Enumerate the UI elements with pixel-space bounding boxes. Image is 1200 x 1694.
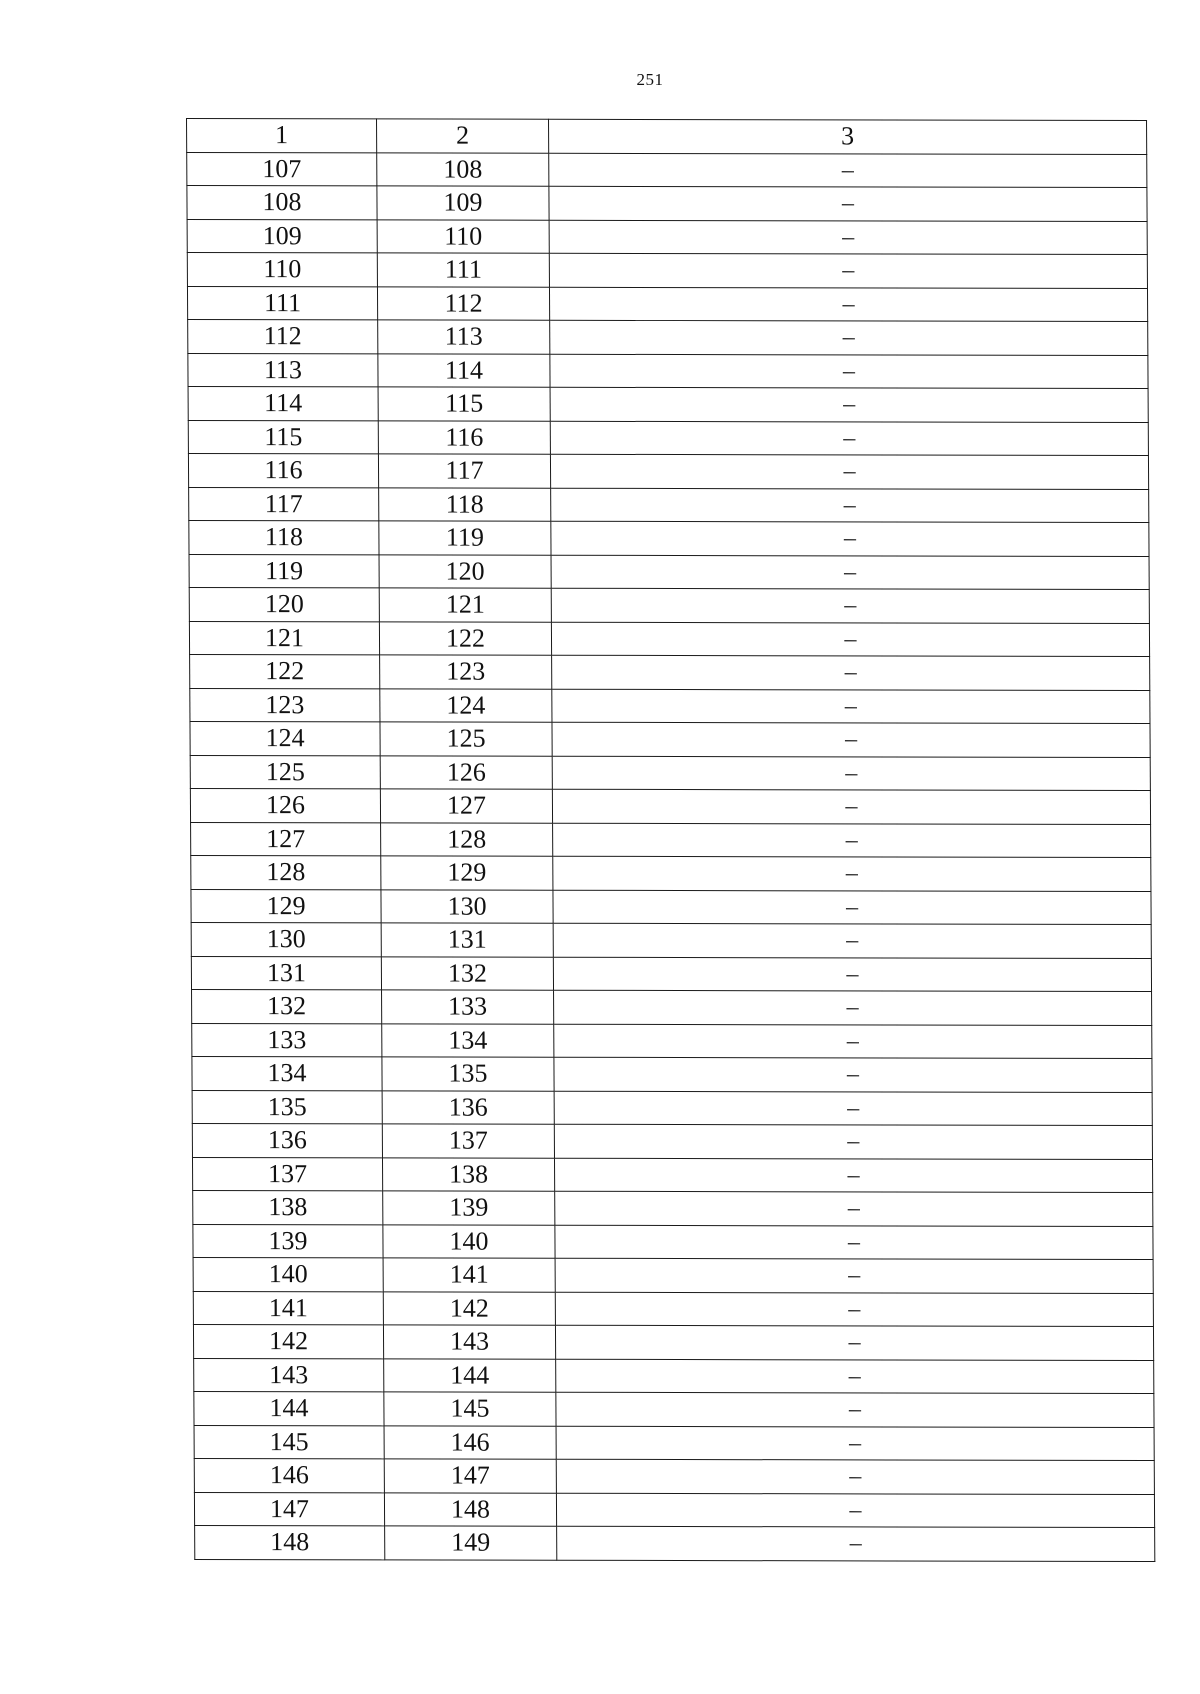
table-row	[189, 588, 1149, 624]
table-row	[192, 1023, 1152, 1059]
table-cell: 109	[377, 186, 549, 220]
table-cell: 112	[188, 320, 378, 354]
table-cell: 148	[384, 1492, 556, 1526]
data-table-container	[186, 118, 1154, 1562]
table-row	[187, 286, 1147, 322]
table-row	[190, 721, 1150, 757]
table-cell-dash: –	[551, 488, 1149, 523]
table-cell: 119	[379, 521, 551, 555]
table-cell: 129	[191, 889, 381, 923]
table-cell: 120	[379, 554, 551, 588]
table-cell: 141	[383, 1258, 555, 1292]
page-number: 251	[636, 70, 664, 89]
table-cell: 143	[383, 1325, 555, 1359]
table-cell: 110	[377, 219, 549, 253]
table-cell-dash: –	[551, 555, 1149, 590]
table-cell-dash: –	[554, 1057, 1152, 1092]
table-cell: 133	[192, 1023, 382, 1057]
table-cell: 128	[191, 855, 381, 889]
table-cell: 126	[190, 788, 380, 822]
table-cell-dash: –	[553, 856, 1151, 891]
table-cell-dash: –	[554, 1024, 1152, 1059]
table-cell-dash: –	[554, 1158, 1152, 1193]
table-cell: 110	[187, 253, 377, 287]
table-cell-dash: –	[550, 320, 1148, 355]
table-row	[190, 688, 1150, 724]
table-row	[193, 1190, 1153, 1226]
table-row	[192, 1157, 1152, 1193]
table-row	[191, 889, 1151, 925]
table-row	[192, 1056, 1152, 1092]
table-cell: 109	[187, 219, 377, 253]
table-cell-dash: –	[555, 1292, 1153, 1327]
table-cell-dash: –	[549, 153, 1147, 188]
table-cell-dash: –	[550, 421, 1148, 456]
table-row	[192, 1090, 1152, 1126]
table-cell: 132	[381, 956, 553, 990]
table-cell: 149	[385, 1526, 557, 1560]
table-row	[193, 1224, 1153, 1260]
data-table	[186, 118, 1155, 1562]
table-cell: 142	[383, 1291, 555, 1325]
table-cell: 132	[192, 989, 382, 1023]
table-cell: 111	[377, 253, 549, 287]
table-row	[187, 253, 1147, 289]
table-cell-dash: –	[555, 1225, 1153, 1260]
table-cell: 116	[378, 420, 550, 454]
table-cell-dash: –	[554, 1091, 1152, 1126]
table-cell-dash: –	[549, 186, 1147, 221]
table-row	[193, 1324, 1153, 1360]
table-cell-dash: –	[552, 689, 1150, 724]
table-cell-dash: –	[557, 1526, 1155, 1561]
table-cell: 137	[192, 1157, 382, 1191]
table-cell: 143	[194, 1358, 384, 1392]
table-row	[194, 1458, 1154, 1494]
table-row	[194, 1391, 1154, 1427]
table-row	[191, 822, 1151, 858]
table-cell: 138	[193, 1190, 383, 1224]
table-cell-dash: –	[552, 756, 1150, 791]
table-cell: 131	[191, 956, 381, 990]
table-row	[188, 387, 1148, 423]
table-cell: 126	[380, 755, 552, 789]
table-cell: 123	[190, 688, 380, 722]
table-cell: 144	[194, 1391, 384, 1425]
table-cell: 119	[189, 554, 379, 588]
table-row	[193, 1257, 1153, 1293]
table-cell: 134	[192, 1056, 382, 1090]
table-cell: 148	[195, 1525, 385, 1559]
table-cell: 117	[378, 454, 550, 488]
table-cell: 122	[190, 654, 380, 688]
table-cell: 127	[191, 822, 381, 856]
table-cell: 125	[190, 755, 380, 789]
table-cell: 147	[194, 1492, 384, 1526]
table-row	[192, 989, 1152, 1025]
table-cell: 125	[380, 722, 552, 756]
table-cell: 112	[377, 286, 549, 320]
table-cell: 145	[194, 1425, 384, 1459]
table-cell: 113	[188, 353, 378, 387]
table-row	[189, 487, 1149, 523]
column-header-2: 2	[377, 119, 549, 153]
table-row	[194, 1358, 1154, 1394]
table-row	[192, 1123, 1152, 1159]
table-cell-dash: –	[553, 957, 1151, 992]
table-row	[188, 353, 1148, 389]
table-row	[194, 1492, 1154, 1528]
table-cell: 130	[191, 922, 381, 956]
table-cell-dash: –	[555, 1258, 1153, 1293]
table-cell: 141	[193, 1291, 383, 1325]
table-cell: 140	[383, 1224, 555, 1258]
table-cell-dash: –	[551, 521, 1149, 556]
table-row	[187, 152, 1147, 188]
table-cell: 121	[189, 621, 379, 655]
table-cell-dash: –	[553, 890, 1151, 925]
table-cell-dash: –	[550, 387, 1148, 422]
table-cell: 116	[188, 454, 378, 488]
table-row	[191, 855, 1151, 891]
column-header-3: 3	[549, 119, 1147, 154]
table-cell: 134	[382, 1023, 554, 1057]
table-cell: 139	[193, 1224, 383, 1258]
table-row	[188, 420, 1148, 456]
table-row	[188, 320, 1148, 356]
table-cell: 118	[379, 487, 551, 521]
table-cell-dash: –	[551, 622, 1149, 657]
table-cell: 118	[189, 521, 379, 555]
table-cell: 107	[187, 152, 377, 186]
table-cell: 136	[382, 1090, 554, 1124]
table-cell: 115	[378, 387, 550, 421]
table-row	[189, 521, 1149, 557]
table-cell-dash: –	[556, 1392, 1154, 1427]
table-cell: 120	[189, 588, 379, 622]
table-cell: 113	[378, 320, 550, 354]
table-cell-dash: –	[549, 287, 1147, 322]
table-cell-dash: –	[556, 1459, 1154, 1494]
table-cell: 108	[377, 152, 549, 186]
table-cell: 124	[380, 688, 552, 722]
table-cell-dash: –	[556, 1359, 1154, 1394]
table-cell: 136	[192, 1123, 382, 1157]
table-row	[193, 1291, 1153, 1327]
table-cell: 124	[190, 721, 380, 755]
table-cell-dash: –	[552, 655, 1150, 690]
table-cell: 108	[187, 186, 377, 220]
table-cell-dash: –	[553, 823, 1151, 858]
table-cell: 135	[382, 1057, 554, 1091]
table-cell-dash: –	[551, 588, 1149, 623]
table-cell: 146	[194, 1458, 384, 1492]
table-cell: 129	[381, 856, 553, 890]
table-row	[191, 922, 1151, 958]
table-row	[189, 554, 1149, 590]
table-cell: 117	[189, 487, 379, 521]
table-row	[190, 654, 1150, 690]
table-header-row	[187, 119, 1147, 155]
table-cell: 114	[188, 387, 378, 421]
table-cell-dash: –	[554, 1124, 1152, 1159]
table-cell: 144	[384, 1358, 556, 1392]
table-cell-dash: –	[552, 722, 1150, 757]
table-row	[191, 956, 1151, 992]
column-header-1: 1	[187, 119, 377, 153]
table-cell: 131	[381, 923, 553, 957]
table-cell-dash: –	[555, 1325, 1153, 1360]
table-row	[190, 755, 1150, 791]
table-row	[187, 219, 1147, 255]
table-row	[195, 1525, 1155, 1561]
table-cell-dash: –	[552, 789, 1150, 824]
table-cell: 145	[384, 1392, 556, 1426]
table-cell-dash: –	[550, 354, 1148, 389]
table-cell-dash: –	[553, 923, 1151, 958]
table-cell: 128	[381, 822, 553, 856]
table-cell-dash: –	[549, 220, 1147, 255]
table-cell: 139	[383, 1191, 555, 1225]
table-row	[190, 788, 1150, 824]
table-row	[194, 1425, 1154, 1461]
table-cell: 138	[382, 1157, 554, 1191]
table-cell: 142	[193, 1324, 383, 1358]
table-row	[189, 621, 1149, 657]
table-cell: 121	[379, 588, 551, 622]
table-cell-dash: –	[556, 1426, 1154, 1461]
table-cell-dash: –	[555, 1191, 1153, 1226]
table-cell: 114	[378, 353, 550, 387]
table-cell-dash: –	[556, 1493, 1154, 1528]
table-body	[187, 119, 1155, 1562]
table-cell: 115	[188, 420, 378, 454]
table-cell: 140	[193, 1257, 383, 1291]
table-cell: 147	[384, 1459, 556, 1493]
table-row	[187, 186, 1147, 222]
table-cell-dash: –	[554, 990, 1152, 1025]
table-cell: 122	[379, 621, 551, 655]
table-cell: 137	[382, 1124, 554, 1158]
table-cell-dash: –	[549, 253, 1147, 288]
table-cell: 127	[380, 789, 552, 823]
table-cell: 130	[381, 889, 553, 923]
table-cell: 135	[192, 1090, 382, 1124]
table-row	[188, 454, 1148, 490]
table-cell: 133	[382, 990, 554, 1024]
table-cell: 123	[380, 655, 552, 689]
table-cell-dash: –	[550, 454, 1148, 489]
table-cell: 111	[187, 286, 377, 320]
table-cell: 146	[384, 1425, 556, 1459]
